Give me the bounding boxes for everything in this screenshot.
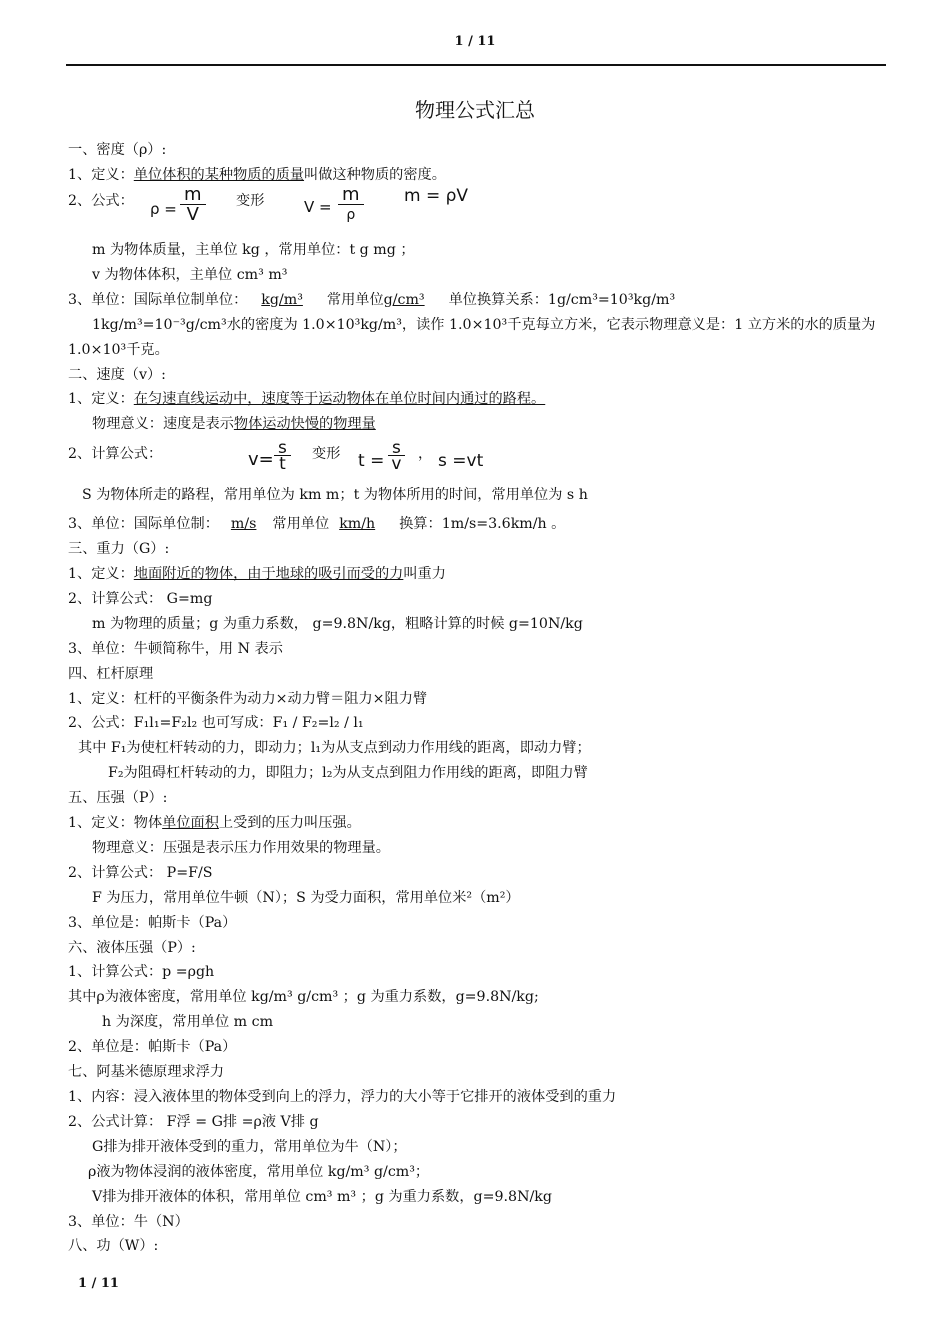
page-number-top: 1 / 11 [454,34,496,49]
section-lever-heading: 四、杠杆原理 [68,665,154,682]
liquid-pressure-note-2: h 为深度，常用单位 m cm [102,1014,274,1031]
archimedes-units: 3、单位：牛（N） [68,1213,189,1230]
archimedes-note-3: V排为排开液体的体积，常用单位 cm³ m³ ；g 为重力系数，g=9.8N/kg [92,1188,552,1205]
speed-note: S 为物体所走的路程，常用单位为 km m；t 为物体所用的时间，常用单位为 s h [82,487,588,504]
header-rule [66,64,886,66]
liquid-pressure-note-1: 其中ρ为液体密度，常用单位 kg/m³ g/cm³ ；g 为重力系数，g=9.8N/kg; [68,989,539,1006]
gravity-note: m 为物理的质量；g 为重力系数， g=9.8N/kg，粗略计算的时候 g=10N/kg [92,615,583,632]
lever-note-2: F₂为阻碍杠杆转动的力，即阻力；l₂为从支点到阻力作用线的距离，即阻力臂 [108,765,588,782]
speed-formula: 2、计算公式： v= $\frac{s}{t}$ 变形 t = $\frac{s}{v}$ ， s =vt [68,438,484,475]
lever-note-1: 其中 F₁为使杠杆转动的力，即动力；l₁为从支点到动力作用线的距离，即动力臂； [78,740,591,757]
pressure-meaning: 物理意义：压强是表示压力作用效果的物理量。 [92,839,390,856]
density-water-note: 1kg/m³=10⁻³g/cm³水的密度为 1.0×10³kg/m³，读作 1.0×10³千克每立方米，它表示物理意义是：1 立方米的水的质量为 1.0×10³千克。 [68,316,876,358]
liquid-pressure-units: 2、单位是：帕斯卡（Pa） [68,1039,237,1056]
section-gravity-heading: 三、重力（G）: [68,541,170,558]
section-liquid-pressure-heading: 六、液体压强（P）: [68,939,196,956]
density-volume-note: v 为物体体积，主单位 cm³ m³ [92,266,288,283]
speed-definition: 1、定义：在匀速直线运动中，速度等于运动物体在单位时间内通过的路程。 [68,391,546,408]
page-title: 物理公式汇总 [415,98,535,122]
section-archimedes-heading: 七、阿基米德原理求浮力 [68,1064,225,1081]
gravity-formula: 2、计算公式： G=mg [68,590,213,607]
archimedes-content: 1、内容：浸入液体里的物体受到向上的浮力，浮力的大小等于它排开的液体受到的重力 [68,1089,617,1105]
speed-units: 3、单位：国际单位制： m/s 常用单位 km/h 换算：1m/s=3.6km/h 。 [68,516,566,533]
lever-definition: 1、定义：杠杆的平衡条件为动力×动力臂＝阻力×阻力臂 [68,690,428,707]
speed-meaning: 物理意义：速度是表示物体运动快慢的物理量 [92,416,376,433]
page-number-bottom: 1 / 11 [78,1276,119,1291]
archimedes-formula: 2、公式计算： F浮 = G排 =ρ液 V排 g [68,1113,319,1130]
lever-formula: 2、公式：F₁l₁=F₂l₂ 也可写成：F₁ / F₂=l₂ / l₁ [68,715,364,732]
section-pressure-heading: 五、压强（P）: [68,790,168,807]
pressure-units: 3、单位是：帕斯卡（Pa） [68,914,237,931]
pressure-note: F 为压力，常用单位牛顿（N）；S 为受力面积，常用单位米²（m²） [92,889,520,906]
archimedes-note-1: G排为排开液体受到的重力，常用单位为牛（N）； [92,1138,407,1155]
density-definition: 1、定义：单位体积的某种物质的质量叫做这种物质的密度。 [68,166,446,183]
density-formula: 2、公式： ρ = $\frac{m}{V}$ 变形 V = m ρ m = ρV [68,183,469,225]
density-mass-note: m 为物体质量，主单位 kg ，常用单位：t g mg ； [92,241,415,258]
gravity-units: 3、单位：牛顿简称牛，用 N 表示 [68,640,283,657]
gravity-definition: 1、定义：地面附近的物体，由于地球的吸引而受的力叫重力 [68,565,446,582]
liquid-pressure-formula: 1、计算公式：p =ρgh [68,964,215,981]
section-density-heading: 一、密度（ρ）: [68,142,167,158]
density-units: 3、单位：国际单位制单位： kg/m³ 常用单位g/cm³ 单位换算关系：1g/cm³=10³kg/m³ [68,291,676,308]
archimedes-note-2: ρ液为物体浸润的液体密度，常用单位 kg/m³ g/cm³； [88,1163,430,1180]
document-body [68,138,886,1259]
pressure-formula: 2、计算公式： P=F/S [68,864,213,881]
section-speed-heading: 二、速度（v）: [68,366,166,383]
section-work-heading: 八、功（W）: [68,1238,159,1255]
pressure-definition: 1、定义：物体单位面积上受到的压力叫压强。 [68,815,361,832]
